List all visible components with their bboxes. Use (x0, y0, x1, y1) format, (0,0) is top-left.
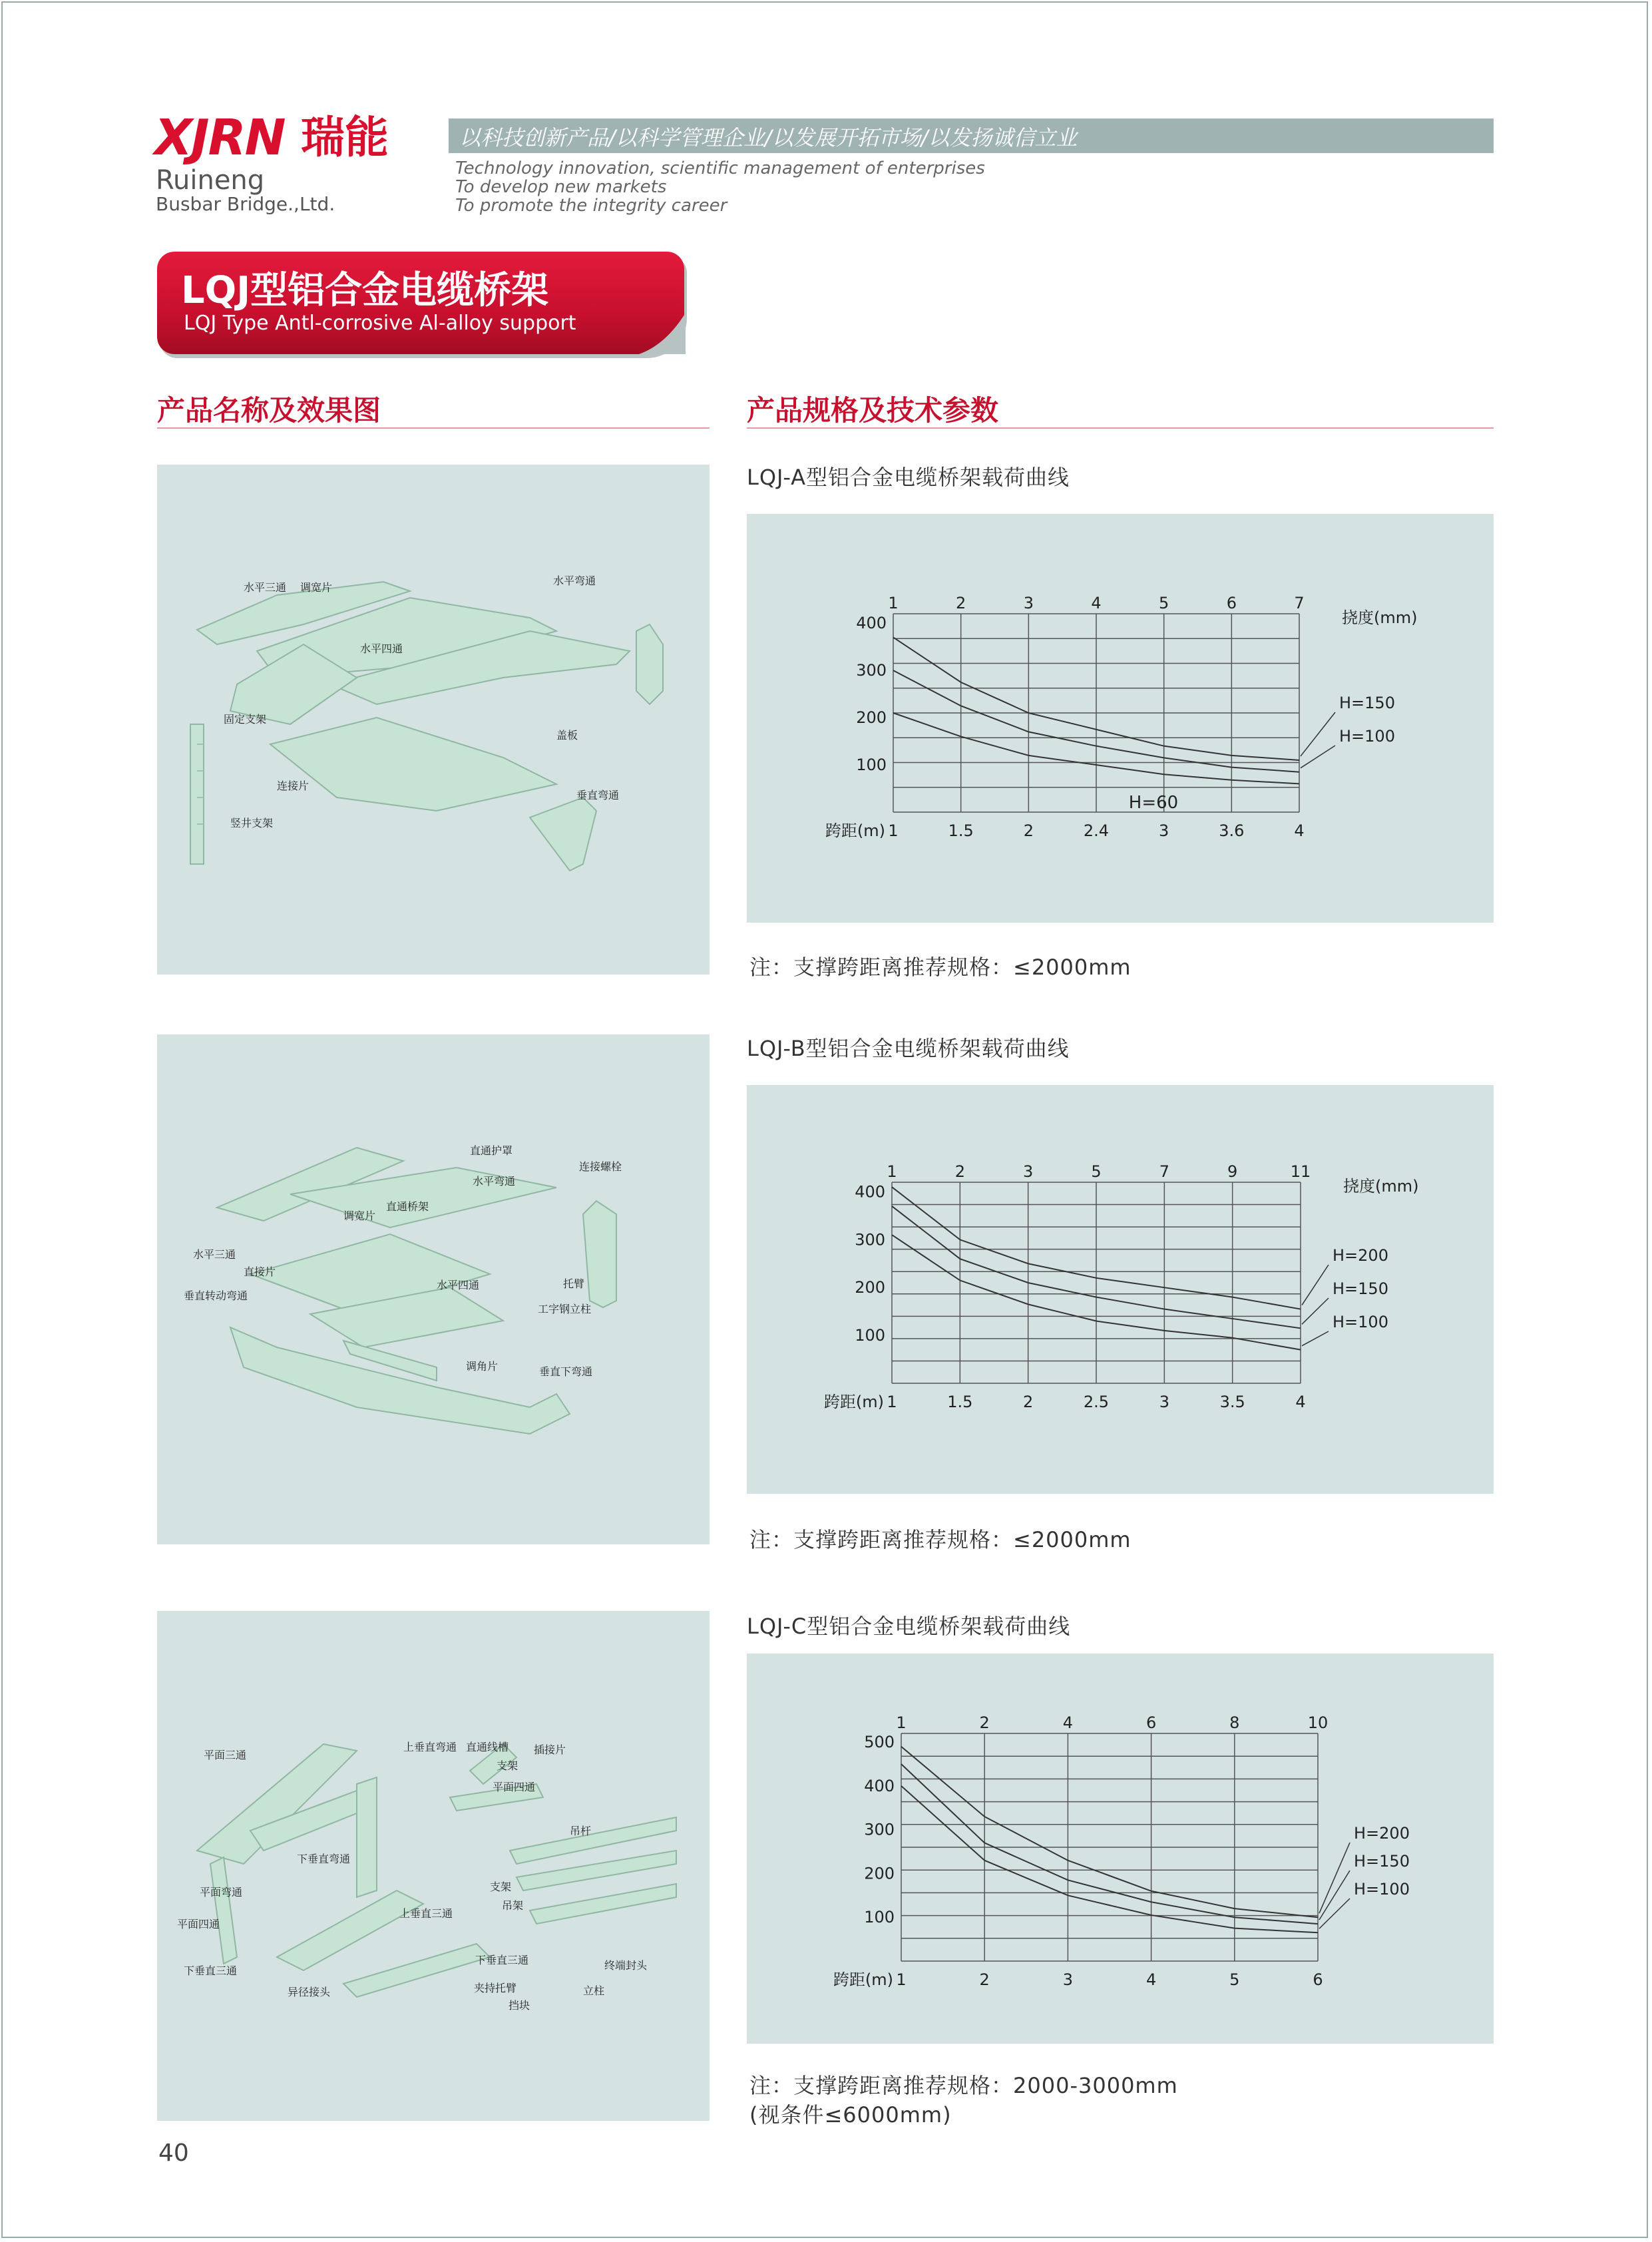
diagram-label: 水平弯通 (553, 574, 596, 587)
x-tick-label: 2.4 (1083, 821, 1110, 840)
diagram-label: 工字钢立柱 (538, 1303, 592, 1315)
top-tick-label: 5 (1159, 594, 1169, 612)
chart-caption-a: LQJ-A型铝合金电缆桥架载荷曲线 (747, 465, 1070, 490)
series-label: H=150 (1339, 694, 1395, 712)
y-tick-label: 400 (864, 1776, 895, 1795)
product-diagram-panel-c (157, 1611, 710, 2121)
series-label: H=100 (1333, 1313, 1388, 1331)
y-tick-label: 200 (864, 1864, 895, 1883)
diagram-label: 异径接头 (288, 1986, 331, 1998)
top-tick-label: 8 (1229, 1713, 1240, 1732)
x-axis-label: 跨距(m) (823, 1393, 884, 1411)
banner-title-cn: LQJ型铝合金电缆桥架 (181, 269, 549, 312)
slogan-en-line: To promote the integrity career (455, 196, 727, 216)
x-tick-label: 1.5 (948, 821, 974, 840)
diagram-label: 水平弯通 (473, 1175, 516, 1188)
x-tick-label: 4 (1295, 1393, 1306, 1411)
top-tick-label: 10 (1307, 1713, 1329, 1732)
y-tick-label: 300 (864, 1820, 895, 1839)
diagram-label: 水平四通 (437, 1279, 480, 1291)
y-tick-label: 300 (856, 661, 887, 680)
diagram-label: 平面弯通 (200, 1886, 243, 1899)
diagram-label: 下垂直三通 (184, 1964, 238, 1977)
load-curve-chart-b (747, 1085, 1494, 1494)
x-axis-label: 跨距(m) (825, 821, 885, 840)
diagram-label: 平面四通 (493, 1781, 536, 1793)
diagram-label: 终端封头 (604, 1959, 648, 1972)
diagram-label: 调宽片 (343, 1210, 376, 1222)
diagram-label: 平面三通 (204, 1749, 247, 1761)
diagram-label: 托臂 (563, 1277, 585, 1290)
chart-caption-c: LQJ-C型铝合金电缆桥架载荷曲线 (747, 1614, 1071, 1639)
diagram-label: 直通线槽 (466, 1741, 509, 1753)
x-tick-label: 2 (979, 1970, 990, 1989)
product-diagram-panel-a (157, 465, 710, 975)
brand-name: Ruineng (156, 165, 265, 196)
y-tick-label: 500 (864, 1733, 895, 1752)
y-tick-label: 300 (855, 1230, 885, 1249)
diagram-label: 下垂直三通 (475, 1954, 529, 1966)
load-curve-chart-c (747, 1654, 1494, 2044)
diagram-label: 垂直弯通 (576, 789, 620, 801)
series-label: H=200 (1333, 1246, 1388, 1265)
section-divider (747, 427, 1494, 429)
diagram-label: 直通桥架 (386, 1200, 429, 1213)
company-logo: XJRN (154, 109, 285, 166)
chart-note-c-extra: (视条件≤6000mm) (749, 2102, 952, 2128)
chart-panel-c (747, 1654, 1494, 2044)
series-leader-line (1302, 1331, 1329, 1346)
diagram-label: 插接片 (534, 1743, 566, 1756)
x-tick-label: 3 (1159, 1393, 1169, 1411)
diagram-label: 水平三通 (244, 581, 287, 594)
section-divider (157, 427, 710, 429)
slogan-en-line: Technology innovation, scientific management of enterprises (455, 158, 985, 178)
series-label: H=60 (1128, 793, 1179, 813)
top-tick-label: 3 (1023, 1162, 1034, 1181)
series-label: H=100 (1339, 727, 1395, 746)
series-leader-line (1302, 1298, 1329, 1324)
cable-tray-diagram-c (157, 1611, 710, 2121)
y-tick-label: 400 (855, 1182, 885, 1202)
y-tick-label: 100 (864, 1908, 895, 1927)
banner-title-en: LQJ Type Antl-corrosive Al-alloy support (184, 312, 576, 335)
top-tick-label: 4 (1091, 594, 1102, 612)
diagram-label: 下垂直弯通 (297, 1853, 351, 1865)
x-tick-label: 3 (1062, 1970, 1074, 1989)
chart-caption-b: LQJ-B型铝合金电缆桥架载荷曲线 (747, 1036, 1070, 1061)
top-tick-label: 6 (1145, 1713, 1157, 1732)
diagram-label: 连接螺栓 (579, 1160, 622, 1173)
x-tick-label: 3.6 (1219, 821, 1245, 840)
diagram-label: 调宽片 (300, 581, 333, 594)
x-tick-label: 2.5 (1083, 1393, 1110, 1411)
top-tick-label: 3 (1023, 594, 1034, 612)
diagram-label: 垂直转动弯通 (184, 1289, 248, 1302)
chart-note-c: 注：支撑跨距离推荐规格：2000-3000mm (749, 2073, 1178, 2098)
product-diagram-panel-b (157, 1034, 710, 1544)
chart-panel-a (747, 514, 1494, 923)
diagram-label: 挡块 (509, 1999, 530, 2012)
y-tick-label: 200 (856, 708, 887, 728)
series-label: H=150 (1333, 1279, 1388, 1298)
diagram-label: 水平四通 (360, 642, 403, 655)
top-tick-label: 2 (954, 1162, 965, 1181)
diagram-label: 调角片 (466, 1360, 499, 1373)
x-tick-label: 6 (1313, 1970, 1323, 1989)
top-tick-label: 1 (887, 1162, 897, 1181)
x-tick-label: 2 (1023, 1393, 1034, 1411)
diagram-label: 吊杆 (570, 1825, 592, 1837)
x-tick-label: 1 (888, 821, 899, 840)
brand-subtitle: Busbar Bridge.,Ltd. (156, 193, 335, 215)
diagram-label: 吊架 (502, 1899, 524, 1912)
diagram-label: 垂直下弯通 (539, 1365, 593, 1378)
x-axis-label: 跨距(m) (833, 1970, 893, 1989)
page-number: 40 (158, 2139, 189, 2167)
series-leader-line (1302, 1265, 1329, 1305)
x-tick-label: 4 (1294, 821, 1305, 840)
diagram-label: 固定支架 (224, 713, 267, 726)
company-logo-cn: 瑞能 (301, 112, 389, 163)
diagram-label: 水平三通 (193, 1248, 236, 1261)
top-tick-label: 2 (979, 1713, 990, 1732)
series-label: H=150 (1354, 1852, 1410, 1871)
chart-note-a: 注：支撑跨距离推荐规格：≤2000mm (749, 955, 1132, 980)
top-axis-label: 挠度(mm) (1342, 608, 1418, 627)
x-tick-label: 4 (1145, 1970, 1157, 1989)
x-tick-label: 3 (1159, 821, 1169, 840)
top-tick-label: 1 (896, 1713, 907, 1732)
y-tick-label: 200 (855, 1278, 885, 1297)
diagram-label: 支架 (497, 1759, 518, 1772)
slogan-en-line: To develop new markets (455, 177, 667, 197)
series-label: H=200 (1354, 1824, 1410, 1843)
x-tick-label: 1.5 (947, 1393, 973, 1411)
cable-tray-diagram-b (157, 1034, 710, 1544)
diagram-label: 上垂直弯通 (403, 1741, 457, 1753)
top-tick-label: 7 (1294, 594, 1305, 612)
chart-panel-b (747, 1085, 1494, 1494)
series-line-h-150 (901, 1764, 1318, 1924)
series-leader-line (1301, 712, 1335, 756)
series-label: H=100 (1354, 1880, 1410, 1899)
load-curve-chart-a (747, 514, 1494, 923)
diagram-label: 支架 (490, 1881, 512, 1893)
top-tick-label: 4 (1062, 1713, 1074, 1732)
section-title-specs: 产品规格及技术参数 (747, 394, 999, 427)
diagram-label: 盖板 (556, 729, 578, 742)
top-tick-label: 6 (1226, 594, 1237, 612)
diagram-label: 立柱 (583, 1984, 605, 1997)
slogan-cn: 以科技创新产品/以科学管理企业/以发展开拓市场/以发扬诚信立业 (459, 125, 1078, 150)
top-tick-label: 5 (1091, 1162, 1102, 1181)
x-tick-label: 1 (896, 1970, 907, 1989)
diagram-label: 连接片 (277, 780, 310, 792)
x-tick-label: 2 (1023, 821, 1034, 840)
y-tick-label: 100 (855, 1326, 885, 1345)
top-tick-label: 1 (888, 594, 899, 612)
top-tick-label: 11 (1290, 1162, 1311, 1181)
diagram-label: 直通护罩 (470, 1144, 513, 1157)
y-tick-label: 100 (856, 756, 887, 775)
banner-page-curl (619, 313, 686, 354)
section-title-products: 产品名称及效果图 (157, 394, 381, 427)
y-tick-label: 400 (856, 614, 887, 633)
diagram-label: 上垂直三通 (399, 1907, 453, 1920)
x-tick-label: 3.5 (1219, 1393, 1245, 1411)
top-tick-label: 7 (1159, 1162, 1169, 1181)
diagram-label: 平面四通 (177, 1918, 220, 1930)
top-axis-label: 挠度(mm) (1343, 1177, 1419, 1196)
diagram-label: 夹持托臂 (474, 1982, 517, 1994)
diagram-label: 竖井支架 (230, 817, 274, 829)
top-tick-label: 9 (1227, 1162, 1238, 1181)
chart-note-b: 注：支撑跨距离推荐规格：≤2000mm (749, 1527, 1132, 1552)
cable-tray-diagram-a (157, 465, 710, 975)
x-tick-label: 5 (1229, 1970, 1240, 1989)
diagram-label: 直接片 (244, 1265, 276, 1278)
x-tick-label: 1 (887, 1393, 897, 1411)
top-tick-label: 2 (956, 594, 966, 612)
